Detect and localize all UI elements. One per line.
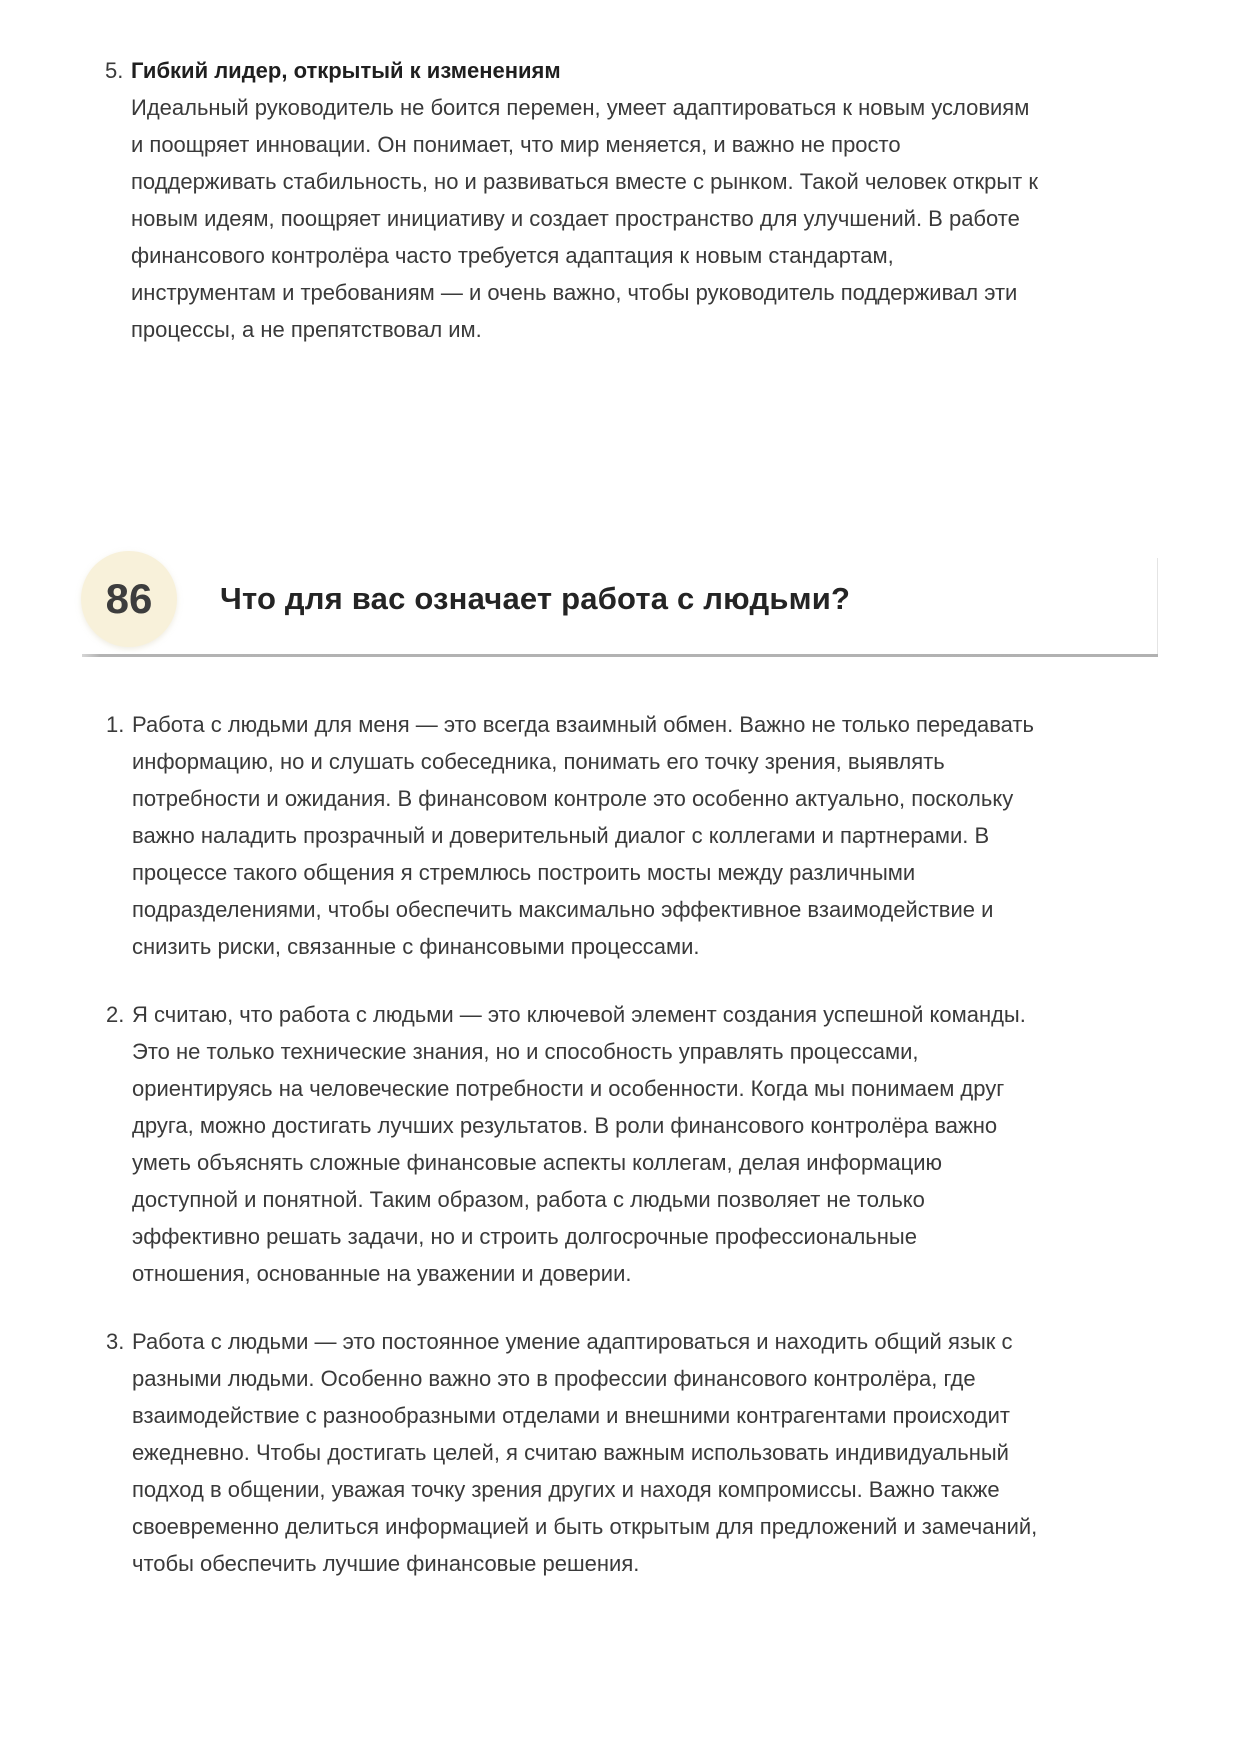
list-item-body: [131, 52, 1041, 348]
list-item-body: [132, 706, 1040, 965]
list-item: [106, 996, 1040, 1292]
list-item-number: 1.: [106, 712, 125, 737]
list-item: [106, 706, 1040, 965]
list-item-number: 2.: [106, 1002, 125, 1027]
page-edge-line: [1157, 558, 1158, 654]
question-number-badge: 86: [81, 551, 177, 647]
list-item-text: Работа с людьми — это постоянное умение адаптироваться и находить общий язык с разными людьми. Особенно важно это в профессии финансового контролёра, где взаимодействие с разнообразными отделами и внешними контрагентами происходит ежедневно. Чтобы достигать целей, я считаю важным использовать индивидуальный подход в общении, уважая точку зрения других и находя компромиссы. Важно также своевременно делиться информацией и быть открытым для предложений и замечаний, чтобы обеспечить лучшие финансовые решения.: [132, 1329, 1038, 1576]
previous-question-item-5: [105, 52, 1041, 348]
list-item-text: Идеальный руководитель не боится перемен, умеет адаптироваться к новым условиям и поощряет инновации. Он понимает, что мир меняется, и важно не просто поддерживать стабильность, но и развиваться вместе с рынком. Такой человек открыт к новым идеям, поощряет инициативу и создает пространство для улучшений. В работе финансового контролёра часто требуется адаптация к новым стандартам, инструментам и требованиям — и очень важно, чтобы руководитель поддерживал эти процессы, а не препятствовал им.: [131, 95, 1038, 342]
section-divider: [82, 654, 1158, 657]
list-item: [106, 1323, 1040, 1582]
list-item-text: Работа с людьми для меня — это всегда взаимный обмен. Важно не только передавать информацию, но и слушать собеседника, понимать его точку зрения, выявлять потребности и ожидания. В финансовом контроле это особенно актуально, поскольку важно наладить прозрачный и доверительный диалог с коллегами и партнерами. В процессе такого общения я стремлюсь построить мосты между различными подразделениями, чтобы обеспечить максимально эффективное взаимодействие и снизить риски, связанные с финансовыми процессами.: [132, 712, 1034, 959]
answers-list: [106, 706, 1040, 1582]
list-item-body: [132, 1323, 1040, 1582]
list-item-title: Гибкий лидер, открытый к изменениям: [131, 58, 561, 83]
list-item-text: Я считаю, что работа с людьми — это ключевой элемент создания успешной команды. Это не только технические знания, но и способность управлять процессами, ориентируясь на человеческие потребности и особенности. Когда мы понимаем друг друга, можно достигать лучших результатов. В роли финансового контролёра важно уметь объяснять сложные финансовые аспекты коллегам, делая информацию доступной и понятной. Таким образом, работа с людьми позволяет не только эффективно решать задачи, но и строить долгосрочные профессиональные отношения, основанные на уважении и доверии.: [132, 1002, 1026, 1286]
section-header: [81, 551, 850, 647]
section-title: Что для вас означает работа с людьми?: [220, 581, 851, 616]
list-item-body: [132, 996, 1040, 1292]
list-item-number: 5.: [105, 58, 124, 83]
list-item-number: 3.: [106, 1329, 125, 1354]
